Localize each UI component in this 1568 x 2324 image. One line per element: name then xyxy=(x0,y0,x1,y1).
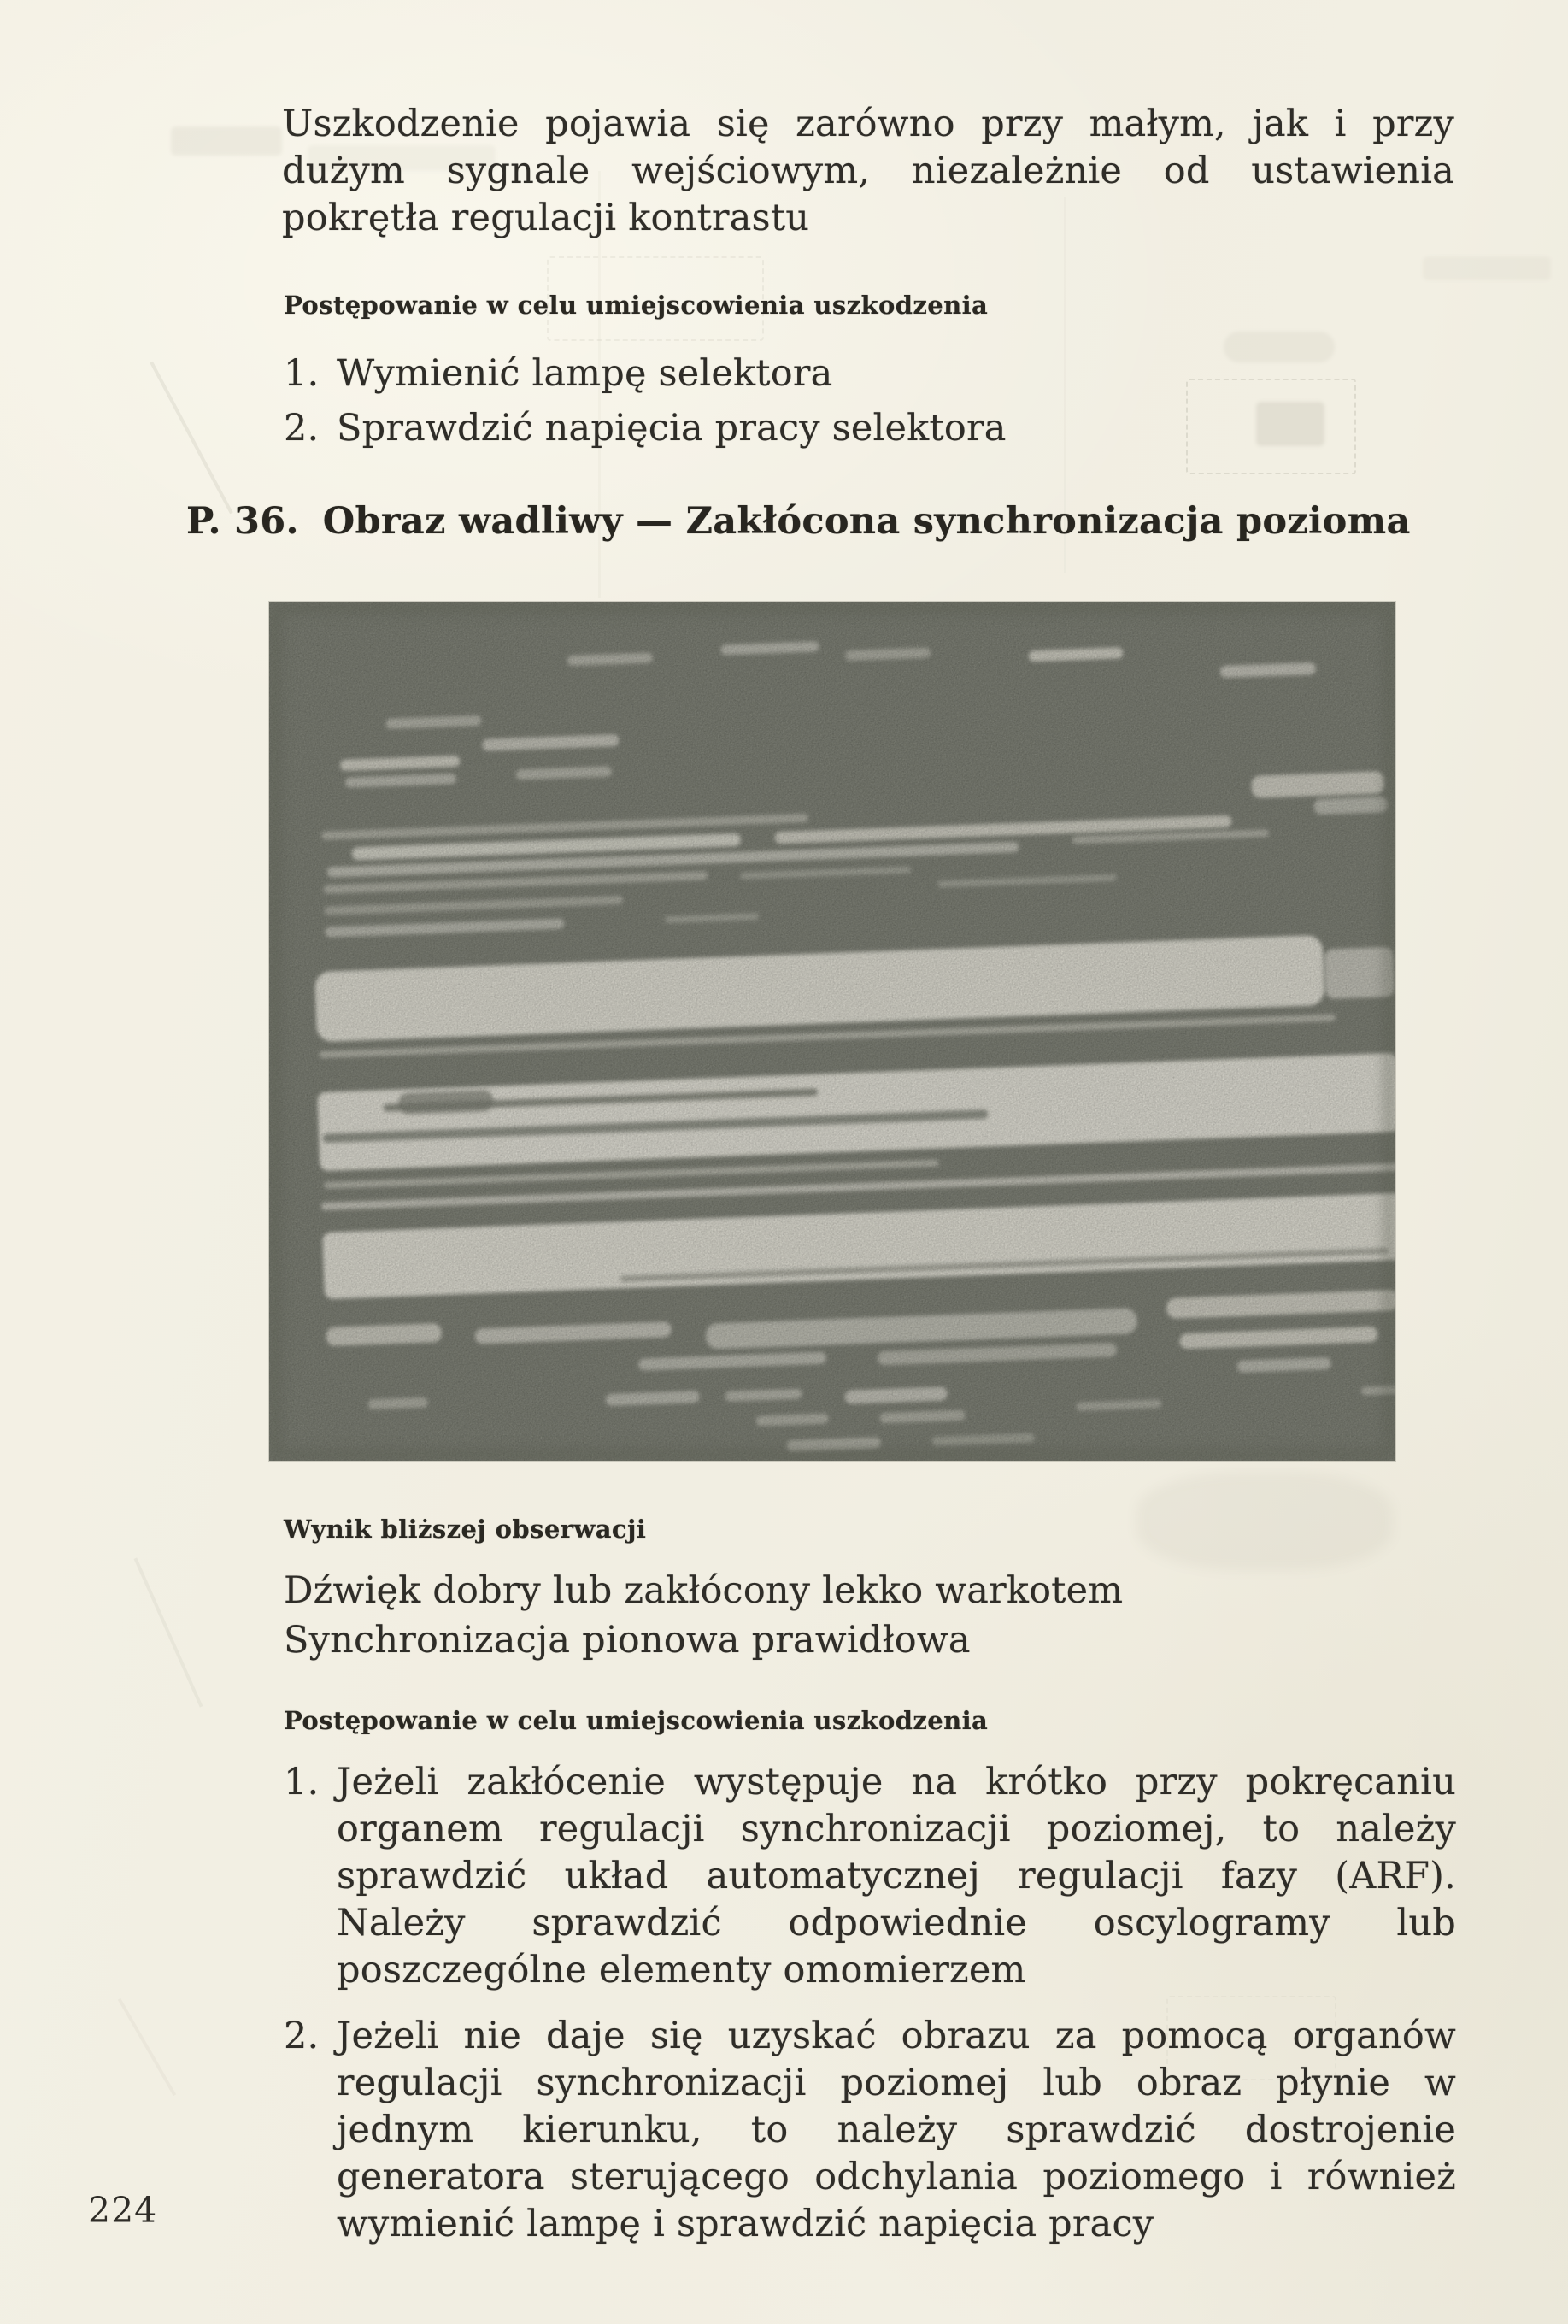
page-number: 224 xyxy=(88,2190,158,2231)
observation-line-1: Dźwięk dobry lub zakłócony lekko warkotem xyxy=(284,1569,1124,1612)
intro-paragraph: Uszkodzenie pojawia się zarówno przy małym, jak i przy dużym sygnale wejściowym, niezależnie od ustawienia pokrętła regulacji kontrastu xyxy=(282,103,1454,239)
list-item xyxy=(284,2013,1456,2248)
step-number: 2. xyxy=(284,2015,320,2057)
list-item xyxy=(284,405,1454,452)
step-number: 2. xyxy=(284,407,320,450)
tv-screen-photo xyxy=(269,602,1395,1461)
procedure-heading-2: Postępowanie w celu umiejscowienia uszkodzenia xyxy=(284,1706,989,1735)
bleed-through-smudge xyxy=(1423,256,1551,280)
bleed-through-blob xyxy=(1136,1472,1393,1570)
step-number: 1. xyxy=(284,352,320,395)
bleed-through-diagonal xyxy=(118,1998,176,2097)
bleed-through-diagonal xyxy=(150,362,232,514)
procedure-steps-1 xyxy=(284,350,1454,460)
bleed-through-smudge xyxy=(171,126,282,156)
observation-line-2: Synchronizacja pionowa prawidłowa xyxy=(284,1619,971,1662)
list-item xyxy=(284,1759,1456,1994)
step-text: Jeżeli nie daje się uzyskać obrazu za pomocą organów regulacji synchronizacji poziomej lub obraz płynie w jednym kierunku, to należy sprawdzić dostrojenie generatora sterującego odchylania poziomego i również wymienić lampę i sprawdzić napięcia pracy xyxy=(337,2015,1456,2245)
section-heading xyxy=(186,500,1411,543)
section-title: Obraz wadliwy — Zakłócona synchronizacja pozioma xyxy=(322,500,1411,543)
halftone-grain-light xyxy=(269,602,1395,1461)
step-text: Jeżeli zakłócenie występuje na krótko przy pokręcaniu organem regulacji synchronizacji poziomej, to należy sprawdzić układ automatycznej regulacji fazy (ARF). Należy sprawdzić odpowiednie oscylogramy lub poszczególne elementy omomierzem xyxy=(337,1761,1456,1992)
section-label: P. 36. xyxy=(186,500,299,543)
list-item xyxy=(284,350,1454,397)
procedure-heading-1: Postępowanie w celu umiejscowienia uszkodzenia xyxy=(284,291,989,320)
step-text: Wymienić lampę selektora xyxy=(337,352,833,395)
observation-heading: Wynik bliższej obserwacji xyxy=(284,1515,647,1544)
procedure-steps-2 xyxy=(284,1759,1456,2267)
step-number: 1. xyxy=(284,1761,320,1803)
bleed-through-diagonal xyxy=(134,1557,203,1707)
step-text: Sprawdzić napięcia pracy selektora xyxy=(337,407,1007,450)
